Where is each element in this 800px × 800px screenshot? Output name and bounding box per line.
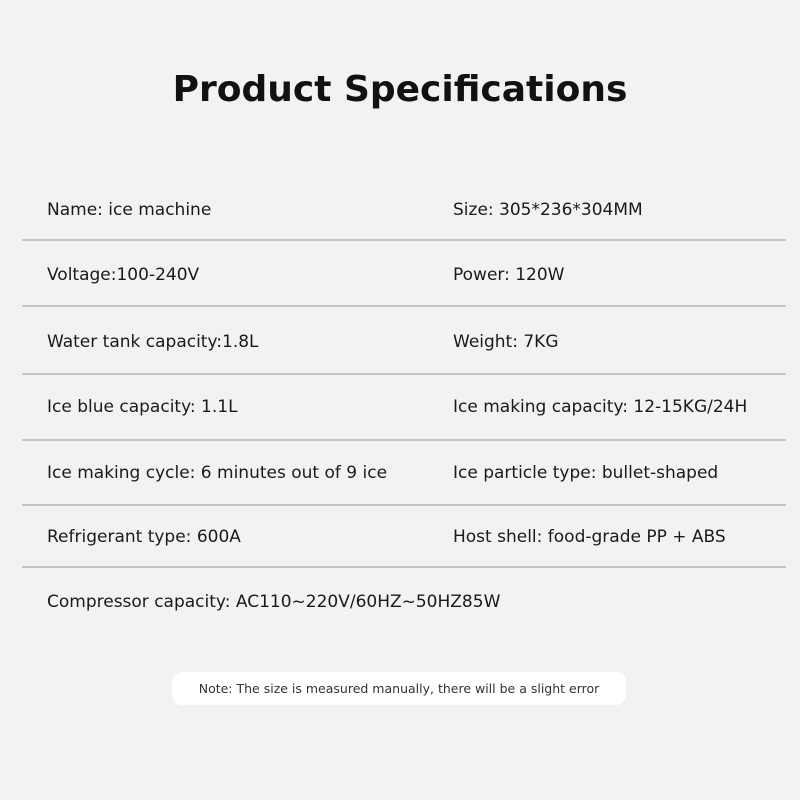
- spec-ice-blue-capacity: Ice blue capacity: 1.1L: [47, 397, 238, 417]
- spec-row: [0, 387, 800, 427]
- spec-ice-making-cycle: Ice making cycle: 6 minutes out of 9 ice: [47, 463, 388, 483]
- row-divider: [22, 439, 786, 441]
- spec-name: Name: ice machine: [47, 200, 212, 220]
- spec-row: [0, 517, 800, 557]
- row-divider: [22, 373, 786, 375]
- spec-row: [0, 190, 800, 230]
- spec-weight: Weight: 7KG: [453, 332, 559, 352]
- row-divider: [22, 504, 786, 506]
- row-divider: [22, 566, 786, 568]
- spec-ice-making-capacity: Ice making capacity: 12-15KG/24H: [453, 397, 748, 417]
- spec-ice-particle-type: Ice particle type: bullet-shaped: [453, 463, 719, 483]
- page-title: Product Specifications: [172, 69, 628, 110]
- measurement-note: Note: The size is measured manually, there will be a slight error: [172, 672, 626, 705]
- spec-water-tank: Water tank capacity:1.8L: [47, 332, 259, 352]
- spec-row: [0, 322, 800, 362]
- spec-size: Size: 305*236*304MM: [453, 200, 643, 220]
- spec-row: [0, 582, 800, 622]
- row-divider: [22, 239, 786, 241]
- row-divider: [22, 305, 786, 307]
- spec-row: [0, 255, 800, 295]
- spec-voltage: Voltage:100-240V: [47, 265, 200, 285]
- spec-row: [0, 453, 800, 493]
- spec-power: Power: 120W: [453, 265, 565, 285]
- spec-compressor-capacity: Compressor capacity: AC110~220V/60HZ~50HZ85W: [47, 592, 501, 612]
- spec-host-shell: Host shell: food-grade PP + ABS: [453, 527, 726, 547]
- spec-refrigerant-type: Refrigerant type: 600A: [47, 527, 241, 547]
